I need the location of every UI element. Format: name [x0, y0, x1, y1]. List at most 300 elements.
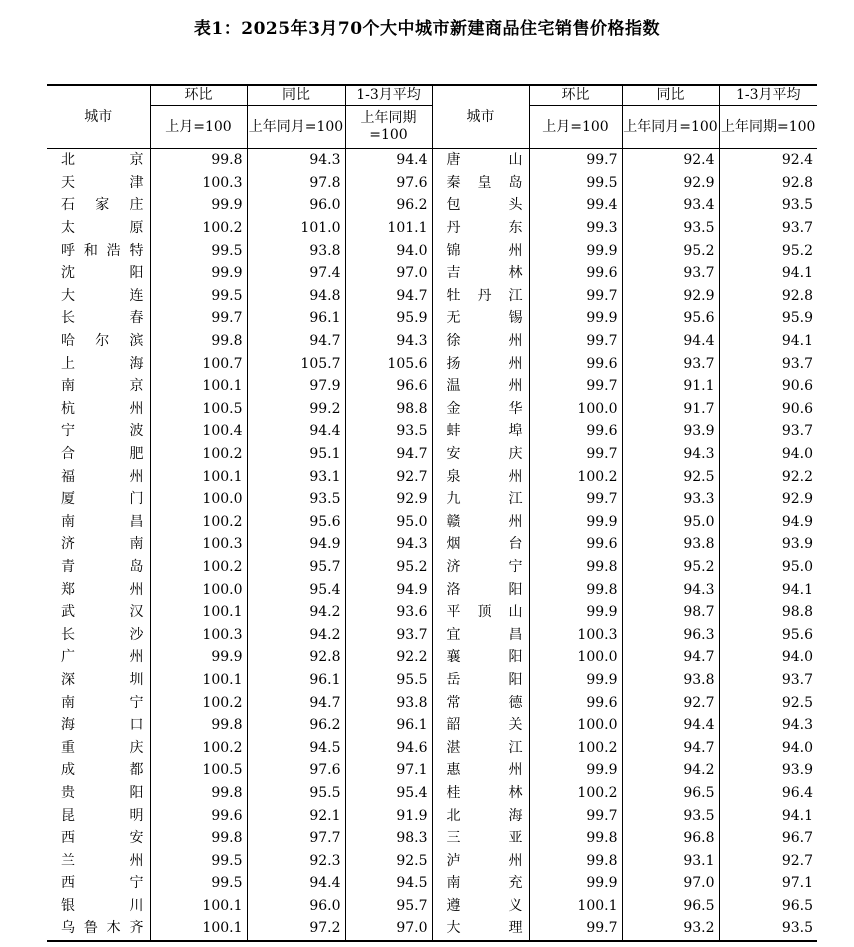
city-cell-l-city: 沈阳 [61, 265, 144, 282]
value-cell-l-yoy: 96.1 [247, 669, 345, 692]
value-cell-l-yoy: 95.4 [247, 578, 345, 601]
value-cell-r-yoy: 93.9 [622, 420, 719, 443]
header-mom-base-right: 上月=100 [529, 106, 622, 149]
value-cell-r-avg: 95.9 [719, 307, 817, 330]
value-cell-l-yoy: 99.2 [247, 398, 345, 421]
value-cell-l-yoy: 92.1 [247, 804, 345, 827]
city-cell-r-city: 三亚 [432, 827, 529, 850]
city-cell-l-city: 银川 [61, 897, 144, 914]
city-cell-l-city: 南宁 [61, 694, 144, 711]
value-cell-r-yoy: 94.2 [622, 759, 719, 782]
value-cell-l-avg: 97.0 [345, 917, 432, 941]
value-cell-l-mom: 99.5 [150, 285, 247, 308]
value-cell-l-mom: 100.0 [150, 488, 247, 511]
value-cell-r-yoy: 94.4 [622, 330, 719, 353]
value-cell-l-yoy: 95.5 [247, 782, 345, 805]
value-cell-r-mom: 100.2 [529, 465, 622, 488]
value-cell-l-yoy: 97.9 [247, 375, 345, 398]
value-cell-r-avg: 93.9 [719, 533, 817, 556]
value-cell-l-avg: 92.2 [345, 646, 432, 669]
city-cell-r-city: 温州 [432, 375, 529, 398]
value-cell-l-yoy: 95.1 [247, 443, 345, 466]
value-cell-r-avg: 98.8 [719, 601, 817, 624]
value-cell-l-avg: 95.7 [345, 895, 432, 918]
value-cell-r-mom: 99.3 [529, 217, 622, 240]
city-cell-r-city: 徐州 [432, 330, 529, 353]
value-cell-r-avg: 94.1 [719, 578, 817, 601]
value-cell-r-avg: 93.5 [719, 917, 817, 941]
city-cell-r-city: 湛江 [432, 736, 529, 759]
table-row [47, 420, 817, 443]
value-cell-r-mom: 99.9 [529, 872, 622, 895]
city-cell-l-city: 杭州 [61, 400, 144, 417]
value-cell-r-yoy: 94.4 [622, 714, 719, 737]
header-yoy-base-right: 上年同月=100 [622, 106, 719, 149]
city-cell-r-city: 吉林 [432, 262, 529, 285]
city-cell-l-city: 成都 [61, 762, 144, 779]
value-cell-r-yoy: 97.0 [622, 872, 719, 895]
value-cell-l-yoy: 94.5 [247, 736, 345, 759]
value-cell-r-yoy: 94.3 [622, 578, 719, 601]
header-avg-base-right: 上年同期=100 [719, 106, 817, 149]
value-cell-r-yoy: 91.1 [622, 375, 719, 398]
value-cell-r-yoy: 95.2 [622, 556, 719, 579]
table-row [47, 578, 817, 601]
value-cell-l-yoy: 97.4 [247, 262, 345, 285]
value-cell-r-yoy: 93.7 [622, 262, 719, 285]
value-cell-r-mom: 99.6 [529, 420, 622, 443]
city-cell-l-city: 济南 [61, 536, 144, 553]
value-cell-r-avg: 90.6 [719, 398, 817, 421]
table-row [47, 352, 817, 375]
header-yoy-right: 同比 [622, 85, 719, 106]
city-cell-l-city: 武汉 [61, 604, 144, 621]
value-cell-r-yoy: 95.2 [622, 239, 719, 262]
value-cell-l-mom: 100.3 [150, 533, 247, 556]
value-cell-l-mom: 100.0 [150, 578, 247, 601]
value-cell-r-avg: 97.1 [719, 872, 817, 895]
city-cell-r-city: 韶关 [432, 714, 529, 737]
city-cell-l-city: 广州 [61, 649, 144, 666]
table-row [47, 623, 817, 646]
value-cell-r-yoy: 93.3 [622, 488, 719, 511]
value-cell-l-avg: 93.5 [345, 420, 432, 443]
value-cell-l-yoy: 94.8 [247, 285, 345, 308]
table-row [47, 443, 817, 466]
city-cell-l-city: 西安 [61, 830, 144, 847]
value-cell-l-yoy: 105.7 [247, 352, 345, 375]
city-cell-r-city: 赣州 [432, 511, 529, 534]
value-cell-r-yoy: 92.7 [622, 691, 719, 714]
city-cell-r-city: 南充 [432, 872, 529, 895]
value-cell-l-mom: 100.2 [150, 443, 247, 466]
city-cell-l-city: 石家庄 [61, 197, 144, 214]
value-cell-r-avg: 92.9 [719, 488, 817, 511]
value-cell-l-yoy: 94.4 [247, 872, 345, 895]
value-cell-l-avg: 97.6 [345, 172, 432, 195]
value-cell-r-mom: 99.7 [529, 443, 622, 466]
city-cell-r-city: 无锡 [432, 307, 529, 330]
city-cell-r-city: 唐山 [432, 149, 529, 172]
value-cell-l-avg: 97.0 [345, 262, 432, 285]
value-cell-l-yoy: 92.8 [247, 646, 345, 669]
city-cell-r-city: 牡丹江 [432, 285, 529, 308]
value-cell-l-yoy: 96.1 [247, 307, 345, 330]
value-cell-l-mom: 99.8 [150, 827, 247, 850]
table-row [47, 895, 817, 918]
city-cell-r-city: 泸州 [432, 849, 529, 872]
value-cell-l-mom: 100.2 [150, 691, 247, 714]
value-cell-l-mom: 100.4 [150, 420, 247, 443]
header-yoy-left: 同比 [247, 85, 345, 106]
city-cell-l-city: 大连 [61, 287, 144, 304]
table-row [47, 511, 817, 534]
table-row [47, 849, 817, 872]
value-cell-r-mom: 100.0 [529, 398, 622, 421]
value-cell-l-yoy: 94.4 [247, 420, 345, 443]
table-row [47, 194, 817, 217]
value-cell-l-yoy: 97.2 [247, 917, 345, 941]
value-cell-r-avg: 92.5 [719, 691, 817, 714]
city-cell-r-city: 九江 [432, 488, 529, 511]
value-cell-l-avg: 94.0 [345, 239, 432, 262]
value-cell-l-mom: 99.9 [150, 646, 247, 669]
city-cell-l-city: 上海 [61, 355, 144, 372]
table-row [47, 172, 817, 195]
value-cell-l-yoy: 97.7 [247, 827, 345, 850]
value-cell-l-avg: 94.7 [345, 285, 432, 308]
value-cell-l-avg: 95.9 [345, 307, 432, 330]
value-cell-l-avg: 94.4 [345, 149, 432, 172]
value-cell-l-avg: 96.1 [345, 714, 432, 737]
value-cell-r-avg: 95.6 [719, 623, 817, 646]
value-cell-l-mom: 100.5 [150, 398, 247, 421]
city-cell-r-city: 岳阳 [432, 669, 529, 692]
value-cell-r-yoy: 92.5 [622, 465, 719, 488]
header-mom-right: 环比 [529, 85, 622, 106]
value-cell-r-avg: 94.0 [719, 736, 817, 759]
value-cell-l-mom: 100.2 [150, 556, 247, 579]
value-cell-r-mom: 99.7 [529, 285, 622, 308]
value-cell-r-mom: 99.9 [529, 669, 622, 692]
city-cell-l-city: 青岛 [61, 558, 144, 575]
value-cell-r-avg: 94.0 [719, 443, 817, 466]
city-cell-r-city: 扬州 [432, 352, 529, 375]
value-cell-r-avg: 93.7 [719, 669, 817, 692]
header-mom-base-left: 上月=100 [150, 106, 247, 149]
value-cell-l-avg: 96.6 [345, 375, 432, 398]
value-cell-r-mom: 99.8 [529, 578, 622, 601]
value-cell-r-yoy: 95.6 [622, 307, 719, 330]
city-cell-l-city: 贵阳 [61, 784, 144, 801]
city-cell-r-city: 安庆 [432, 443, 529, 466]
page-title: 表1：2025年3月70个大中城市新建商品住宅销售价格指数 [193, 19, 661, 39]
value-cell-l-mom: 100.2 [150, 217, 247, 240]
value-cell-l-mom: 100.5 [150, 759, 247, 782]
value-cell-l-mom: 100.2 [150, 511, 247, 534]
value-cell-l-mom: 99.8 [150, 714, 247, 737]
value-cell-r-avg: 92.8 [719, 285, 817, 308]
value-cell-l-yoy: 96.2 [247, 714, 345, 737]
value-cell-l-yoy: 95.7 [247, 556, 345, 579]
city-cell-l-city: 长春 [61, 310, 144, 327]
value-cell-r-mom: 99.6 [529, 352, 622, 375]
city-cell-r-city: 桂林 [432, 782, 529, 805]
value-cell-l-avg: 93.8 [345, 691, 432, 714]
city-cell-r-city: 泉州 [432, 465, 529, 488]
value-cell-l-avg: 94.3 [345, 330, 432, 353]
city-cell-r-city: 蚌埠 [432, 420, 529, 443]
header-city-left: 城市 [47, 85, 150, 149]
value-cell-l-avg: 95.4 [345, 782, 432, 805]
value-cell-l-avg: 95.5 [345, 669, 432, 692]
city-cell-r-city: 洛阳 [432, 578, 529, 601]
value-cell-l-mom: 100.2 [150, 736, 247, 759]
city-cell-l-city: 海口 [61, 717, 144, 734]
value-cell-r-avg: 93.9 [719, 759, 817, 782]
city-cell-r-city: 济宁 [432, 556, 529, 579]
value-cell-r-avg: 96.7 [719, 827, 817, 850]
value-cell-r-yoy: 93.8 [622, 669, 719, 692]
city-cell-r-city: 惠州 [432, 759, 529, 782]
value-cell-r-avg: 93.7 [719, 217, 817, 240]
value-cell-l-mom: 99.5 [150, 849, 247, 872]
city-cell-l-city: 宁波 [61, 423, 144, 440]
value-cell-l-mom: 100.3 [150, 623, 247, 646]
value-cell-l-mom: 100.7 [150, 352, 247, 375]
value-cell-l-yoy: 94.7 [247, 330, 345, 353]
value-cell-l-yoy: 101.0 [247, 217, 345, 240]
table-row [47, 872, 817, 895]
table-row [47, 917, 817, 941]
value-cell-l-avg: 98.8 [345, 398, 432, 421]
value-cell-r-avg: 93.7 [719, 352, 817, 375]
city-cell-r-city: 平顶山 [432, 601, 529, 624]
value-cell-l-yoy: 97.6 [247, 759, 345, 782]
value-cell-l-avg: 96.2 [345, 194, 432, 217]
value-cell-r-yoy: 93.5 [622, 804, 719, 827]
city-cell-l-city: 福州 [61, 468, 144, 485]
value-cell-l-avg: 94.5 [345, 872, 432, 895]
value-cell-r-avg: 94.1 [719, 262, 817, 285]
value-cell-r-yoy: 91.7 [622, 398, 719, 421]
value-cell-l-avg: 95.2 [345, 556, 432, 579]
city-cell-l-city: 郑州 [61, 581, 144, 598]
city-cell-l-city: 合肥 [61, 446, 144, 463]
value-cell-r-avg: 94.0 [719, 646, 817, 669]
header-avg-base-left: 上年同期=100 [345, 106, 432, 149]
city-cell-l-city: 深圳 [61, 671, 144, 688]
value-cell-r-avg: 92.8 [719, 172, 817, 195]
value-cell-l-mom: 99.7 [150, 307, 247, 330]
value-cell-r-mom: 99.5 [529, 172, 622, 195]
value-cell-l-yoy: 96.0 [247, 895, 345, 918]
value-cell-r-yoy: 96.8 [622, 827, 719, 850]
table-row [47, 556, 817, 579]
value-cell-r-avg: 95.2 [719, 239, 817, 262]
value-cell-l-yoy: 94.3 [247, 149, 345, 172]
value-cell-l-avg: 93.7 [345, 623, 432, 646]
value-cell-r-mom: 100.0 [529, 714, 622, 737]
value-cell-r-avg: 95.0 [719, 556, 817, 579]
value-cell-l-mom: 99.9 [150, 194, 247, 217]
table-row [47, 646, 817, 669]
value-cell-r-avg: 92.7 [719, 849, 817, 872]
value-cell-l-mom: 100.1 [150, 917, 247, 941]
value-cell-r-avg: 92.4 [719, 149, 817, 172]
table-row [47, 262, 817, 285]
city-cell-r-city: 宜昌 [432, 623, 529, 646]
value-cell-r-mom: 100.0 [529, 646, 622, 669]
city-cell-l-city: 昆明 [61, 807, 144, 824]
header-avg-left: 1-3月平均 [345, 85, 432, 106]
table-row [47, 533, 817, 556]
value-cell-r-avg: 94.1 [719, 804, 817, 827]
table-body [47, 149, 817, 941]
city-cell-r-city: 金华 [432, 398, 529, 421]
value-cell-r-yoy: 94.3 [622, 443, 719, 466]
value-cell-r-yoy: 93.5 [622, 217, 719, 240]
value-cell-l-avg: 94.9 [345, 578, 432, 601]
table-row [47, 736, 817, 759]
value-cell-l-avg: 92.7 [345, 465, 432, 488]
value-cell-r-mom: 99.6 [529, 262, 622, 285]
value-cell-r-yoy: 93.8 [622, 533, 719, 556]
value-cell-r-yoy: 93.7 [622, 352, 719, 375]
city-cell-l-city: 哈尔滨 [61, 333, 144, 350]
value-cell-r-yoy: 92.4 [622, 149, 719, 172]
value-cell-l-avg: 94.7 [345, 443, 432, 466]
table-row [47, 804, 817, 827]
value-cell-l-avg: 95.0 [345, 511, 432, 534]
value-cell-r-mom: 100.1 [529, 895, 622, 918]
value-cell-r-mom: 99.8 [529, 556, 622, 579]
table-row [47, 827, 817, 850]
table-row [47, 488, 817, 511]
value-cell-r-mom: 99.7 [529, 917, 622, 941]
value-cell-l-avg: 98.3 [345, 827, 432, 850]
value-cell-l-avg: 92.5 [345, 849, 432, 872]
table-row [47, 669, 817, 692]
value-cell-l-yoy: 94.7 [247, 691, 345, 714]
table-row [47, 601, 817, 624]
table-row [47, 714, 817, 737]
value-cell-r-mom: 99.9 [529, 307, 622, 330]
value-cell-l-avg: 101.1 [345, 217, 432, 240]
city-cell-l-city: 长沙 [61, 626, 144, 643]
header-mom-left: 环比 [150, 85, 247, 106]
value-cell-r-mom: 100.2 [529, 782, 622, 805]
value-cell-l-mom: 99.5 [150, 239, 247, 262]
value-cell-l-mom: 100.1 [150, 601, 247, 624]
value-cell-l-mom: 99.6 [150, 804, 247, 827]
city-cell-r-city: 烟台 [432, 533, 529, 556]
value-cell-r-mom: 99.8 [529, 827, 622, 850]
value-cell-l-avg: 94.6 [345, 736, 432, 759]
city-cell-r-city: 大理 [432, 917, 529, 941]
table-row [47, 398, 817, 421]
table-row [47, 782, 817, 805]
value-cell-r-yoy: 93.4 [622, 194, 719, 217]
value-cell-r-mom: 100.2 [529, 736, 622, 759]
value-cell-r-mom: 99.7 [529, 330, 622, 353]
value-cell-l-mom: 99.8 [150, 330, 247, 353]
table-row [47, 691, 817, 714]
value-cell-r-mom: 99.6 [529, 691, 622, 714]
city-cell-l-city: 呼和浩特 [61, 242, 144, 259]
value-cell-l-yoy: 96.0 [247, 194, 345, 217]
table-row [47, 307, 817, 330]
value-cell-r-yoy: 92.9 [622, 285, 719, 308]
table-row [47, 465, 817, 488]
value-cell-r-mom: 99.9 [529, 511, 622, 534]
value-cell-l-avg: 94.3 [345, 533, 432, 556]
value-cell-r-mom: 99.7 [529, 488, 622, 511]
value-cell-l-avg: 105.6 [345, 352, 432, 375]
value-cell-r-avg: 96.4 [719, 782, 817, 805]
value-cell-l-avg: 97.1 [345, 759, 432, 782]
city-cell-r-city: 襄阳 [432, 646, 529, 669]
city-cell-r-city: 锦州 [432, 239, 529, 262]
price-index-table [47, 84, 817, 942]
value-cell-r-avg: 93.7 [719, 420, 817, 443]
value-cell-l-avg: 91.9 [345, 804, 432, 827]
value-cell-l-mom: 99.9 [150, 262, 247, 285]
value-cell-r-yoy: 92.9 [622, 172, 719, 195]
value-cell-r-yoy: 93.1 [622, 849, 719, 872]
value-cell-r-avg: 92.2 [719, 465, 817, 488]
value-cell-r-mom: 99.9 [529, 759, 622, 782]
value-cell-r-yoy: 94.7 [622, 736, 719, 759]
value-cell-r-yoy: 96.3 [622, 623, 719, 646]
city-cell-r-city: 遵义 [432, 895, 529, 918]
value-cell-r-mom: 99.7 [529, 375, 622, 398]
header-city-right: 城市 [432, 85, 529, 149]
city-cell-l-city: 天津 [61, 174, 144, 191]
city-cell-r-city: 秦皇岛 [432, 172, 529, 195]
city-cell-l-city: 南昌 [61, 513, 144, 530]
city-cell-l-city: 厦门 [61, 491, 144, 508]
value-cell-l-avg: 93.6 [345, 601, 432, 624]
value-cell-l-yoy: 93.5 [247, 488, 345, 511]
city-cell-l-city: 兰州 [61, 852, 144, 869]
value-cell-l-yoy: 93.1 [247, 465, 345, 488]
value-cell-r-mom: 100.3 [529, 623, 622, 646]
value-cell-r-yoy: 96.5 [622, 895, 719, 918]
value-cell-r-mom: 99.9 [529, 239, 622, 262]
value-cell-r-mom: 99.7 [529, 804, 622, 827]
value-cell-l-mom: 99.8 [150, 149, 247, 172]
city-cell-r-city: 丹东 [432, 217, 529, 240]
city-cell-l-city: 西宁 [61, 875, 144, 892]
value-cell-l-yoy: 97.8 [247, 172, 345, 195]
value-cell-l-yoy: 94.2 [247, 623, 345, 646]
value-cell-l-mom: 100.1 [150, 895, 247, 918]
value-cell-l-yoy: 94.9 [247, 533, 345, 556]
value-cell-r-mom: 99.6 [529, 533, 622, 556]
value-cell-l-mom: 100.1 [150, 669, 247, 692]
city-cell-r-city: 北海 [432, 804, 529, 827]
value-cell-r-yoy: 96.5 [622, 782, 719, 805]
value-cell-l-mom: 99.8 [150, 782, 247, 805]
value-cell-l-yoy: 95.6 [247, 511, 345, 534]
city-cell-l-city: 乌鲁木齐 [47, 917, 150, 941]
value-cell-l-yoy: 92.3 [247, 849, 345, 872]
header-avg-right: 1-3月平均 [719, 85, 817, 106]
city-cell-l-city: 重庆 [61, 739, 144, 756]
value-cell-r-yoy: 93.2 [622, 917, 719, 941]
city-cell-l-city: 南京 [61, 378, 144, 395]
